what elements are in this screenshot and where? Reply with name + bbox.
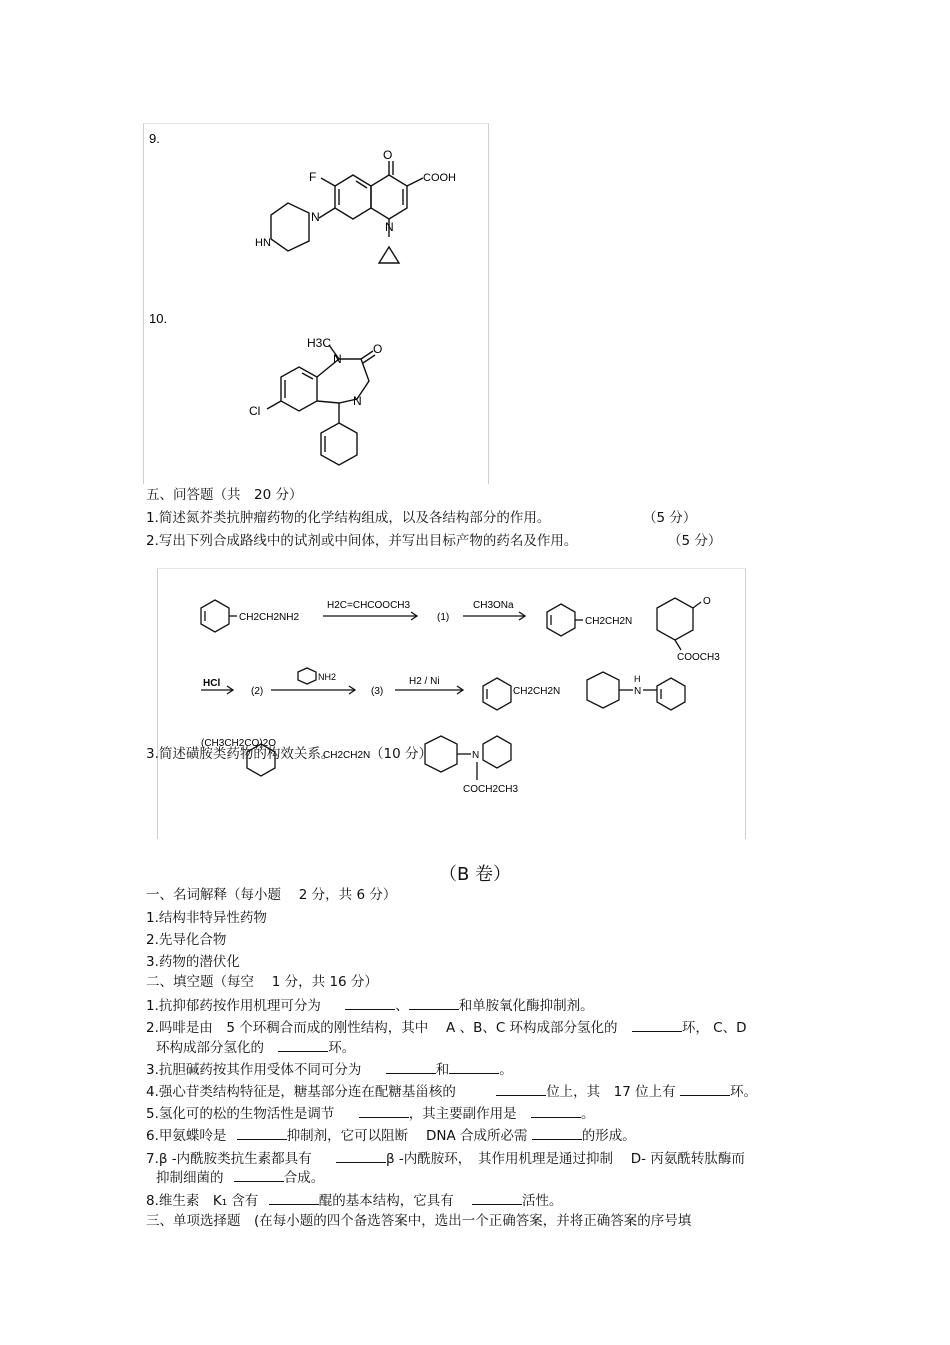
scheme-product-1-ester: COOCH3 [677,652,720,663]
scheme-reagent-2: CH3ONa [473,600,514,611]
fill-blank[interactable] [359,1104,409,1118]
fill-blank[interactable] [278,1038,328,1052]
fill-blank[interactable] [532,1126,582,1140]
fill-blank[interactable] [386,1060,436,1074]
term-item-3: 3.药物的潜伏化 [146,954,240,970]
fill-blank[interactable] [237,1126,287,1140]
scheme-final-acyl: COCH2CH3 [463,784,519,795]
question-5-1-score: （5 分） [643,510,697,526]
fill-blank[interactable] [234,1168,284,1182]
part-b-title: （B 卷） [438,864,512,885]
fill-question-4: 4.强心苷类结构特征是，糖基部分连在配糖基甾核的 位上，其 17 位上有 环。 [146,1084,757,1100]
scheme-product-2-chain: CH2CH2N [513,686,561,697]
scheme-reagent-5: (CH3CH2CO)2O [201,738,277,749]
fill-blank[interactable] [632,1018,682,1032]
part-b-section-3-heading: 三、单项选择题 (在每小题的四个备选答案中，选出一个正确答案，并将正确答案的序号填 [146,1213,692,1229]
fill-question-1: 1.抗抑郁药按作用机理可分为 、 和单胺氧化酶抑制剂。 [146,998,594,1014]
scheme-product-1-oxo: O [703,596,711,607]
scheme-final-chain: CH2CH2N [323,750,371,761]
structure-figure-9-10 [143,123,488,483]
question-5-2: 2.写出下列合成路线中的试剂或中间体，并写出目标产物的药名及作用。 [146,533,578,549]
item-9-hn: HN [255,237,271,249]
scheme-reagent-1: H2C=CHCOOCH3 [327,600,411,611]
item-10-n1: N [333,352,342,366]
fill-question-7-cont: 抑制细菌的 合成。 [156,1170,325,1186]
question-5-1: 1.简述氮芥类抗肿瘤药物的化学结构组成，以及各结构部分的作用。 [146,510,551,526]
question-5-2-score: （5 分） [668,533,722,549]
scheme-product-2-h: H [634,674,641,684]
item-9-oxo: O [383,148,393,162]
fill-question-2-cont: 环构成部分氢化的 环。 [156,1040,356,1056]
scheme-reagent-3: NH2 [318,672,337,682]
fill-question-3: 3.抗胆碱药按其作用受体不同可分为 和 。 [146,1062,513,1078]
fill-question-8: 8.维生素 K₁ 含有 醌的基本结构，它具有 活性。 [146,1193,563,1209]
scheme-intermediate-2: (2) [251,686,264,697]
fill-question-2: 2.吗啡是由 5 个环稠合而成的刚性结构，其中 A 、B、C 环构成部分氢化的 环， C、D [146,1020,747,1036]
part-b-section-1-heading: 一、名词解释（每小题 2 分，共 6 分） [146,887,397,903]
item-9-label: 9. [149,131,160,146]
item-9-n-quinolone: N [385,220,394,234]
fill-blank[interactable] [409,996,459,1010]
scheme-reagent-4: H2 / Ni [409,676,440,687]
fill-blank[interactable] [345,996,395,1010]
fill-blank[interactable] [269,1191,319,1205]
fill-question-6: 6.甲氨蝶呤是 抑制剂，它可以阻断 DNA 合成所必需 的形成。 [146,1128,636,1144]
scheme-intermediate-3: (3) [371,686,384,697]
fill-blank[interactable] [531,1104,581,1118]
item-10-methyl: H3C [307,336,332,350]
item-10-n2: N [353,394,362,408]
scheme-final-n: N [472,750,480,761]
part-b-section-2-heading: 二、填空题（每空 1 分，共 16 分） [146,974,378,990]
scheme-product-2-n: N [634,686,642,697]
question-5-3-score: （10 分） [370,746,432,762]
fill-blank[interactable] [449,1060,499,1074]
synthesis-scheme [157,568,745,838]
item-10-chlorine: Cl [249,404,261,418]
fill-blank[interactable] [472,1191,522,1205]
section-5-heading: 五、问答题（共 20 分） [146,487,303,503]
item-9-fluorine: F [309,170,317,184]
fill-question-5: 5.氢化可的松的生物活性是调节 ，其主要副作用是 。 [146,1106,595,1122]
term-item-1: 1.结构非特异性药物 [146,910,267,926]
term-item-2: 2.先导化合物 [146,932,227,948]
item-10-label: 10. [149,311,168,326]
fill-blank[interactable] [336,1149,386,1163]
question-5-3: 3.简述磺胺类药物的构效关系。 [146,746,335,762]
fill-question-7: 7.β -内酰胺类抗生素都具有 β -内酰胺环， 其作用机理是通过抑制 D- 丙氨酰转肽酶而 [146,1151,745,1167]
item-9-cooh: COOH [423,172,456,184]
scheme-intermediate-1: (1) [437,612,450,623]
item-9-n-piperazine: N [311,210,320,224]
scheme-start-chain: CH2CH2NH2 [239,612,300,623]
scheme-product-1-chain: CH2CH2N [585,616,633,627]
item-10-oxo: O [373,342,383,356]
fill-blank[interactable] [680,1082,730,1096]
scheme-hcl: HCl [203,678,221,689]
fill-blank[interactable] [496,1082,546,1096]
